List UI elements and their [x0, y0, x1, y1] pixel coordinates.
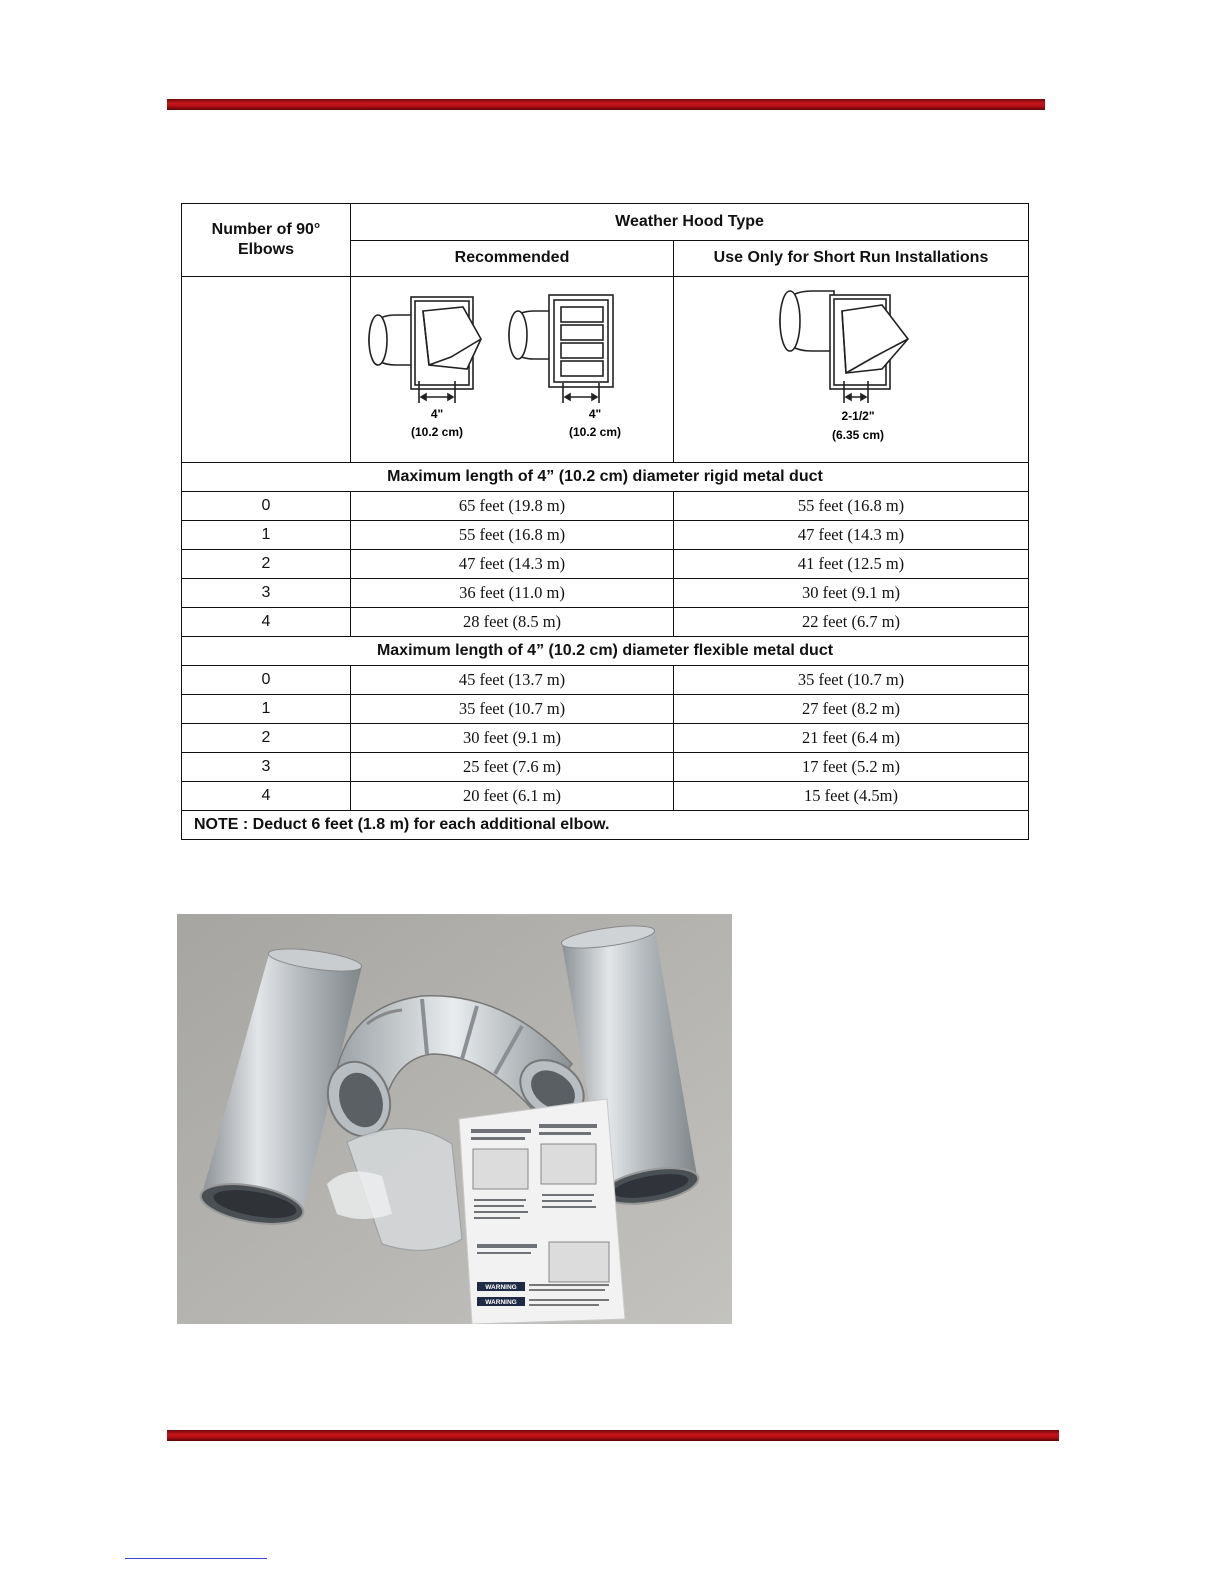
footer-rule [167, 1430, 1059, 1441]
table-row [182, 695, 1029, 724]
elbows-cell: 0 [182, 666, 351, 695]
table-row [182, 753, 1029, 782]
flexible-duct-section-title: Maximum length of 4” (10.2 cm) diameter flexible metal duct [182, 637, 1029, 666]
table-row [182, 608, 1029, 637]
rigid-duct-section-title: Maximum length of 4” (10.2 cm) diameter rigid metal duct [182, 463, 1029, 492]
short-run-length-cell: 22 feet (6.7 m) [674, 608, 1029, 637]
table-note: NOTE : Deduct 6 feet (1.8 m) for each additional elbow. [182, 811, 1029, 840]
instruction-sheet [459, 1099, 625, 1324]
vent-length-table [181, 203, 1029, 840]
recommended-length-cell: 35 feet (10.7 m) [351, 695, 674, 724]
hood3-size-label: 2-1/2" [841, 409, 875, 423]
recommended-length-cell: 20 feet (6.1 m) [351, 782, 674, 811]
recommended-header: Recommended [351, 240, 674, 277]
recommended-length-cell: 55 feet (16.8 m) [351, 521, 674, 550]
elbows-cell: 1 [182, 521, 351, 550]
recommended-length-cell: 28 feet (8.5 m) [351, 608, 674, 637]
hood1-metric-label: (10.2 cm) [410, 425, 464, 439]
short-run-length-cell: 35 feet (10.7 m) [674, 666, 1029, 695]
short-run-length-cell: 47 feet (14.3 m) [674, 521, 1029, 550]
elbows-cell: 4 [182, 782, 351, 811]
elbows-cell: 0 [182, 492, 351, 521]
short-run-header: Use Only for Short Run Installations [674, 240, 1029, 277]
recommended-length-cell: 36 feet (11.0 m) [351, 579, 674, 608]
hood2-metric-label: (10.2 cm) [568, 425, 622, 439]
short-run-hood-illustration [674, 277, 1029, 463]
hood-type-header: Weather Hood Type [351, 204, 1029, 241]
elbows-cell: 3 [182, 753, 351, 782]
short-run-length-cell: 55 feet (16.8 m) [674, 492, 1029, 521]
table-row [182, 782, 1029, 811]
recommended-length-cell: 47 feet (14.3 m) [351, 550, 674, 579]
recommended-length-cell: 45 feet (13.7 m) [351, 666, 674, 695]
short-run-length-cell: 30 feet (9.1 m) [674, 579, 1029, 608]
short-run-length-cell: 15 feet (4.5m) [674, 782, 1029, 811]
recommended-hoods-illustration [351, 277, 674, 463]
short-run-length-cell: 21 feet (6.4 m) [674, 724, 1029, 753]
table-row [182, 492, 1029, 521]
short-run-length-cell: 27 feet (8.2 m) [674, 695, 1029, 724]
elbows-cell: 2 [182, 724, 351, 753]
dryer-vent-kit-photo [177, 914, 732, 1324]
recommended-length-cell: 25 feet (7.6 m) [351, 753, 674, 782]
illustration-blank-cell [182, 277, 351, 463]
footer-link-underline[interactable] [125, 1558, 267, 1559]
table-row [182, 550, 1029, 579]
elbows-cell: 1 [182, 695, 351, 724]
hood3-metric-label: (6.35 cm) [831, 428, 885, 442]
wide-flap-hood-icon [369, 297, 481, 403]
elbows-header: Number of 90° Elbows [182, 204, 351, 277]
louvered-hood-icon [509, 295, 613, 403]
sheet-warning-1: WARNING [485, 1284, 517, 1291]
short-run-length-cell: 41 feet (12.5 m) [674, 550, 1029, 579]
elbows-cell: 3 [182, 579, 351, 608]
elbows-cell: 4 [182, 608, 351, 637]
header-rule [167, 99, 1045, 110]
sheet-warning-2: WARNING [485, 1299, 517, 1306]
short-run-length-cell: 17 feet (5.2 m) [674, 753, 1029, 782]
recommended-length-cell: 65 feet (19.8 m) [351, 492, 674, 521]
hood2-size-label: 4" [588, 407, 602, 421]
recommended-length-cell: 30 feet (9.1 m) [351, 724, 674, 753]
table-row [182, 666, 1029, 695]
hood1-size-label: 4" [430, 407, 444, 421]
elbows-cell: 2 [182, 550, 351, 579]
table-row [182, 579, 1029, 608]
narrow-flap-hood-icon [780, 291, 908, 403]
table-row [182, 724, 1029, 753]
table-row [182, 521, 1029, 550]
